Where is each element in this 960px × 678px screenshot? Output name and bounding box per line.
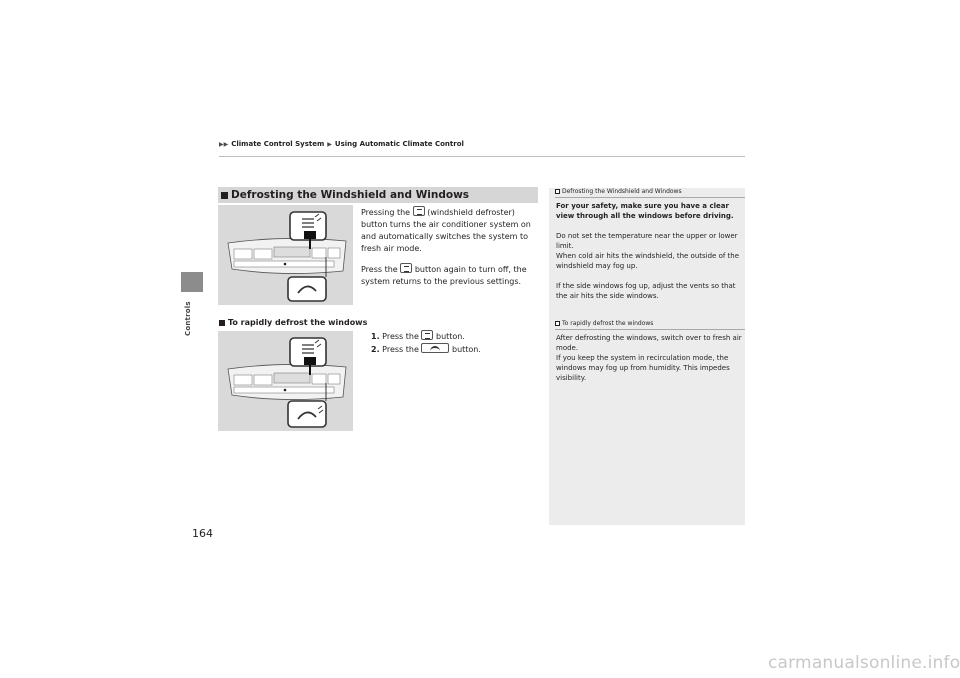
breadcrumb-arrow-icon: ▶▶ <box>219 140 229 148</box>
para2-text-start: Press the <box>361 265 398 274</box>
subsection-square-icon <box>219 320 225 326</box>
section-heading <box>218 187 538 203</box>
step-2 <box>371 343 481 356</box>
breadcrumb <box>219 140 464 148</box>
para1-text-start: Pressing the <box>361 208 411 217</box>
side-tab-marker <box>181 272 203 292</box>
watermark: carmanualsonline.info <box>768 653 960 673</box>
step-2-text-end: button. <box>451 345 481 354</box>
breadcrumb-item-automatic[interactable]: Using Automatic Climate Control <box>334 140 464 148</box>
breadcrumb-item-climate[interactable]: Climate Control System <box>231 140 325 148</box>
step-1-text-start: Press the <box>382 332 419 341</box>
note-1-divider <box>555 197 745 198</box>
note-2-body <box>556 333 742 393</box>
note-reference-icon <box>555 321 560 326</box>
defrost-button-icon <box>413 206 425 216</box>
note-1-para-3: If the side windows fog up, adjust the vents so that the air hits the side windows. <box>556 282 736 300</box>
climate-panel-illustration-rapid <box>218 331 353 431</box>
note-1-para-2: When cold air hits the windshield, the outside of the windshield may fog up. <box>556 252 740 270</box>
defrost-button-icon <box>400 263 412 273</box>
note-reference-icon <box>555 189 560 194</box>
para2-text-end: button again to turn off, the system returns to the previous settings. <box>361 265 527 286</box>
note-2-divider <box>555 329 745 330</box>
note-1-warning: For your safety, make sure you have a clear view through all the windows before driving. <box>556 202 734 220</box>
note-2-heading <box>555 320 653 327</box>
side-tab-label: Controls <box>184 301 192 336</box>
recirculation-button-icon <box>421 343 449 353</box>
page-number: 164 <box>192 527 213 540</box>
note-1-body <box>556 201 742 311</box>
note-1-title: Defrosting the Windshield and Windows <box>562 188 682 195</box>
step-1-number: 1. <box>371 332 380 341</box>
step-1-text-end: button. <box>435 332 465 341</box>
header-divider <box>219 156 745 157</box>
subsection-heading <box>219 318 367 327</box>
note-2-para-2: If you keep the system in recirculation mode, the windows may fog up from humidity. This impedes visibility. <box>556 354 730 382</box>
step-2-number: 2. <box>371 345 380 354</box>
breadcrumb-arrow-icon: ▶ <box>327 140 332 148</box>
note-2-para-1: After defrosting the windows, switch over to fresh air mode. <box>556 334 742 352</box>
subsection-title: To rapidly defrost the windows <box>228 318 368 327</box>
section-square-icon <box>221 192 228 199</box>
step-2-text-start: Press the <box>382 345 419 354</box>
note-1-heading <box>555 188 682 195</box>
rapid-defrost-steps <box>371 330 481 356</box>
note-1-para-1: Do not set the temperature near the upper or lower limit. <box>556 232 738 250</box>
section-title: Defrosting the Windshield and Windows <box>231 189 470 201</box>
note-2-title: To rapidly defrost the windows <box>562 320 654 327</box>
climate-panel-illustration <box>218 205 353 305</box>
defrost-paragraph-1 <box>361 206 543 255</box>
defrost-button-icon <box>421 330 433 340</box>
defrost-paragraph-2 <box>361 263 543 288</box>
step-1 <box>371 330 481 343</box>
para1-text-end: (windshield defroster) button turns the air conditioner system on and automatically switches the system to fresh air mode. <box>361 208 531 253</box>
